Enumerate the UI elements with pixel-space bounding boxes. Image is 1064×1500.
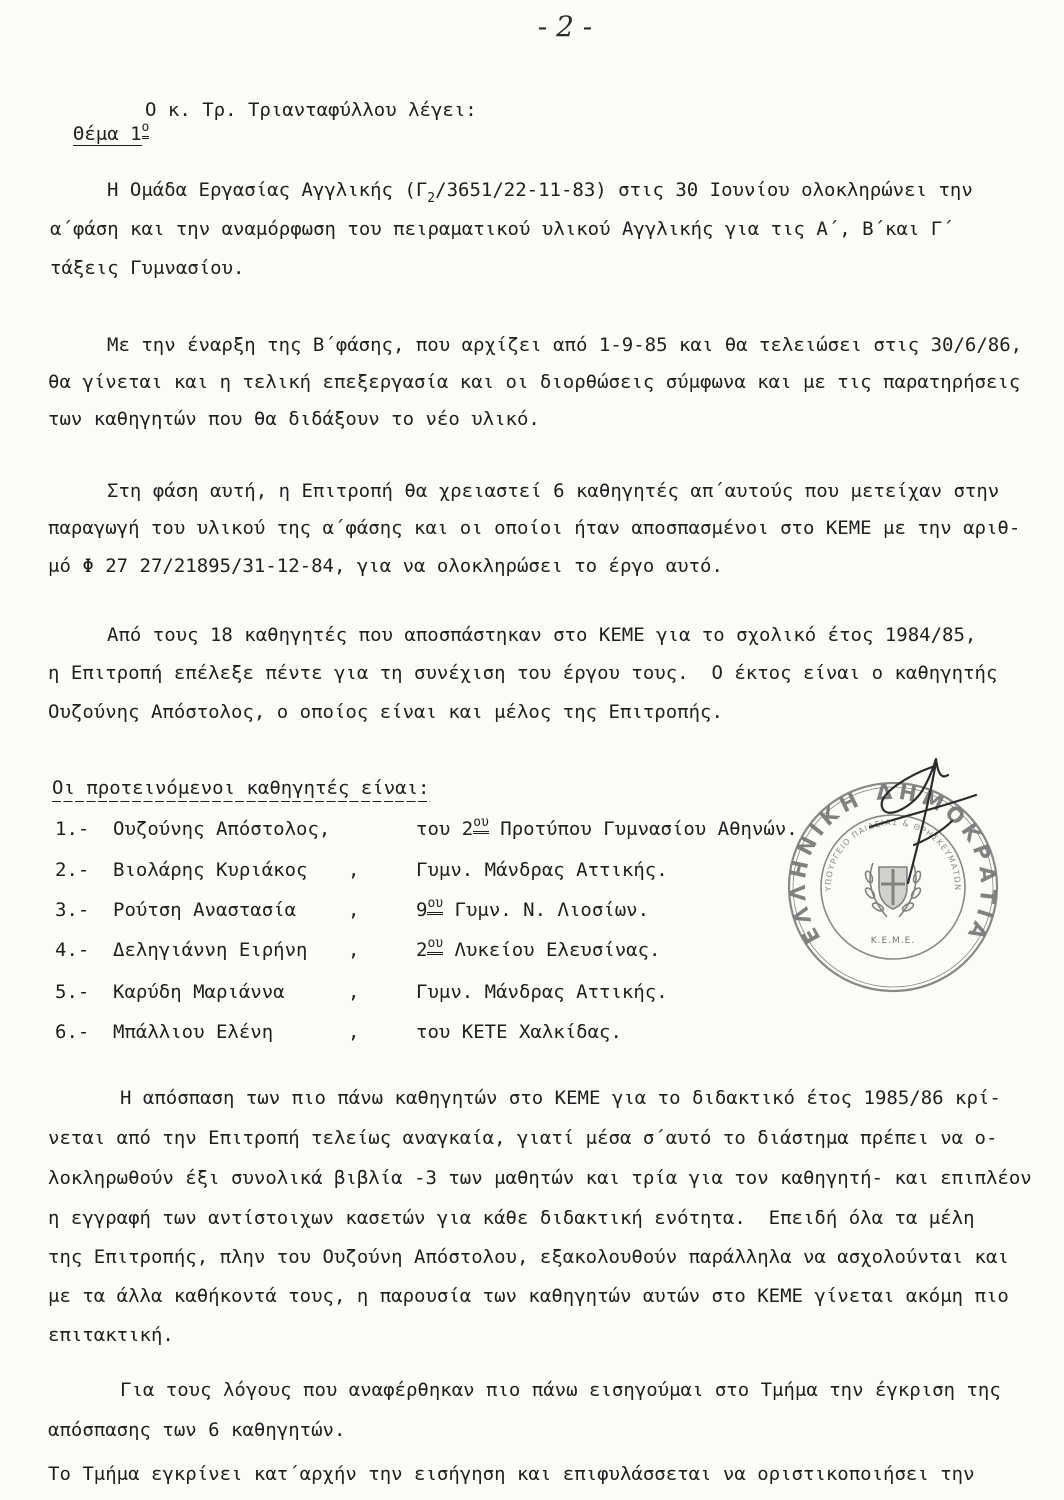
paragraph-4-line-1: Από τους 18 καθηγητές που αποσπάστηκαν στο ΚΕΜΕ για το σχολικό έτος 1984/85, (107, 624, 977, 646)
list-item-school (416, 898, 649, 922)
paragraph-5-line-2: νεται από την Επιτροπή τελείως αναγκαία, γιατί μέσα σ΄αυτό το διάστημα πρέπει να ο- (48, 1127, 998, 1149)
list-item-name: Δεληγιάννη Ειρήνη (113, 939, 308, 961)
stamp-bottom-text: Κ.Ε.Μ.Ε. (870, 936, 916, 946)
paragraph-1-line-1-part-a: Η Ομάδα Εργασίας Αγγλικής (Γ (107, 179, 428, 201)
list-item-comma: , (348, 1021, 360, 1043)
paragraph-2-line-1: Με την έναρξη της Β΄φάσης, που αρχίζει από 1-9-85 και θα τελειώσει στις 30/6/86, (107, 334, 1023, 356)
paragraph-7-line-1: Το Τμήμα εγκρίνει κατ΄αρχήν την εισήγηση και επιφυλάσσεται να οριστικοποιήσει την (48, 1463, 975, 1485)
paragraph-5-line-4: η εγγραφή των αντίστοιχων κασετών για κάθε διδακτική ενότητα. Επειδή όλα τα μέλη (48, 1207, 975, 1229)
stamp-inner-text: ΥΠΟΥΡΓΕΙΟ ΠΑΙΔΕΙΑΣ & ΘΡΗΣΚΕΥΜΑΤΩΝ (823, 817, 963, 892)
school-text: Γυμν. Μάνδρας Αττικής. (416, 859, 668, 881)
paragraph-5-line-5: της Επιτροπής, πλην του Ουζούνη Απόστολου, εξακολουθούν παράλληλα να ασχολούνται και (48, 1246, 1009, 1268)
list-item-school (416, 980, 668, 1004)
list-item-name: Καρύδη Μαριάννα (113, 981, 285, 1003)
school-text: του 2 (416, 818, 474, 840)
list-item-school (416, 1020, 622, 1044)
proposed-heading-text: Οι προτεινόμενοι καθηγητές είναι: (52, 777, 430, 802)
school-text: Γυμν. Μάνδρας Αττικής. (416, 981, 668, 1003)
list-item-name: Ουζούνης Απόστολος, (113, 818, 331, 840)
list-item-name: Βιολάρης Κυριάκος (113, 859, 308, 881)
paragraph-5-line-7: επιτακτική. (48, 1324, 174, 1346)
paragraph-3-line-1: Στη φάση αυτή, η Επιτροπή θα χρειαστεί 6 καθηγητές απ΄αυτούς που μετείχαν στην (107, 480, 1000, 502)
school-ordinal: ου (473, 815, 489, 834)
paragraph-6-line-1: Για τους λόγους που αναφέρθηκαν πιο πάνω εισηγούμαι στο Τμήμα την έγκριση της (120, 1379, 1001, 1401)
paragraph-1-line-1-part-b: /3651/22-11-83) στις 30 Ιουνίου ολοκληρώνει την (435, 179, 973, 201)
paragraph-5-line-3: λοκληρωθούν έξι συνολικά βιβλία -3 των μαθητών και τρία για τον καθηγητή- και επιπλέον (48, 1167, 1032, 1189)
list-item-school (416, 858, 668, 882)
paragraph-3-line-2: παραγωγή του υλικού της α΄φάσης και οι οποίοι ήταν αποσπασμένοι στο ΚΕΜΕ με την αριθ- (48, 517, 1021, 539)
list-item-number: 4.- (55, 939, 90, 961)
list-item-comma: , (348, 859, 360, 881)
school-text-rest: Λυκείου Ελευσίνας. (443, 939, 661, 961)
subject-speaker-line: Ο κ. Τρ. Τριανταφύλλου λέγει: (145, 99, 477, 121)
school-text: του ΚΕΤΕ Χαλκίδας. (416, 1021, 622, 1043)
paragraph-1-line-2: α΄φάση και την αναμόρφωση του πειραματικού υλικού Αγγλικής για τις Α΄, Β΄και Γ΄ (50, 218, 954, 240)
school-ordinal: ου (427, 936, 443, 955)
list-item-comma: , (348, 899, 360, 921)
subject-heading (50, 98, 150, 145)
school-ordinal: ου (427, 896, 443, 915)
list-item-number: 6.- (55, 1021, 90, 1043)
school-text: 2 (416, 939, 428, 961)
school-text: 9 (416, 899, 428, 921)
paragraph-1-line-3: τάξεις Γυμνασίου. (50, 257, 245, 279)
paragraph-6-line-2: απόσπασης των 6 καθηγητών. (48, 1419, 346, 1441)
paragraph-1-line-1-subscript: 2 (427, 191, 436, 206)
proposed-heading (52, 776, 430, 800)
list-item-number: 1.- (55, 818, 90, 840)
list-item-name: Ρούτση Αναστασία (113, 899, 297, 921)
stamp-outer-text: ΕΛΛΗΝΙΚΗ ΔΗΜΟΚΡΑΤΙΑ (785, 779, 1001, 948)
school-text-rest: Προτύπου Γυμνασίου Αθηνών. (488, 818, 798, 840)
paragraph-1-line-1 (107, 178, 973, 206)
list-item-number: 5.- (55, 981, 90, 1003)
list-item-number: 2.- (55, 859, 90, 881)
list-item-comma: , (348, 939, 360, 961)
paragraph-4-line-3: Ουζούνης Απόστολος, ο οποίος είναι και μέλος της Επιτροπής. (48, 701, 723, 723)
signature-icon (850, 745, 990, 895)
list-item-school (416, 817, 798, 841)
list-item-number: 3.- (55, 899, 90, 921)
list-item-name: Μπάλλιου Ελένη (113, 1021, 274, 1043)
paragraph-4-line-2: η Επιτροπή επέλεξε πέντε για τη συνέχιση του έργου τους. Ο έκτος είναι ο καθηγητής (48, 662, 998, 684)
page-number: - 2 - (537, 10, 593, 43)
paragraph-2-line-3: των καθηγητών που θα διδάξουν το νέο υλικό. (48, 408, 540, 430)
paragraph-5-line-6: με τα άλλα καθήκοντά τους, η παρουσία των καθηγητών αυτών στο ΚΕΜΕ γίνεται ακόμη πιο (48, 1285, 1009, 1307)
list-item-comma: , (348, 981, 360, 1003)
paragraph-5-line-1: Η απόσπαση των πιο πάνω καθηγητών στο ΚΕΜΕ για το διδακτικό έτος 1985/86 κρί- (120, 1087, 1001, 1109)
school-text-rest: Γυμν. Ν. Λιοσίων. (443, 899, 650, 921)
subject-label: Θέμα 1 (72, 123, 142, 145)
paragraph-2-line-2: θα γίνεται και η τελική επεξεργασία και οι διορθώσεις σύμφωνα και με τις παρατηρήσεις (48, 371, 1021, 393)
subject-ordinal: ο (142, 120, 150, 139)
paragraph-3-line-3: μό Φ 27 27/21895/31-12-84, για να ολοκληρώσει το έργο αυτό. (48, 555, 723, 577)
list-item-school (416, 938, 660, 962)
